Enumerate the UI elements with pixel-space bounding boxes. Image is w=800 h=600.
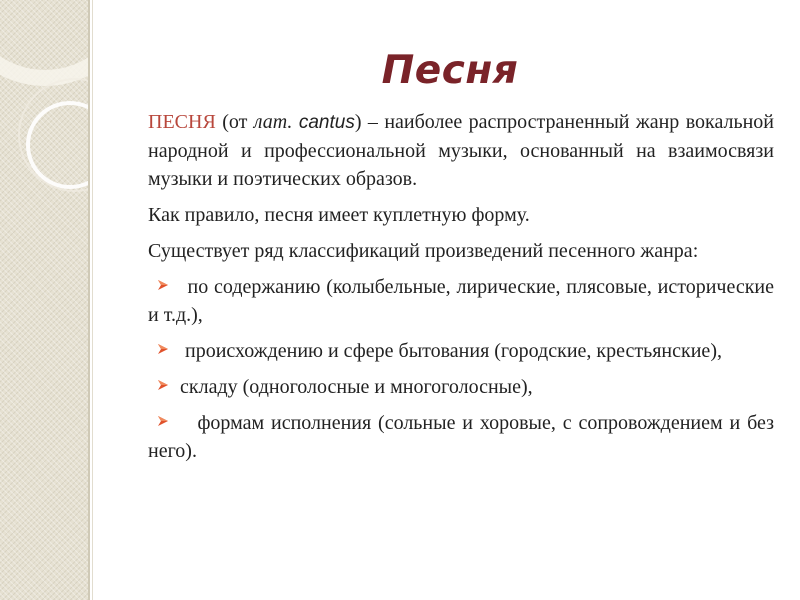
list-item — [148, 373, 774, 401]
list-item — [148, 409, 774, 465]
list-item-text: происхождению и сфере бытования (городские, крестьянские), — [185, 340, 722, 362]
term-pesnya: ПЕСНЯ — [148, 111, 216, 133]
decorative-strip — [0, 0, 88, 600]
arrow-bullet-icon — [156, 414, 170, 428]
list-item — [148, 337, 774, 365]
slide-title: Песня — [381, 48, 519, 93]
decorative-circles — [0, 0, 88, 600]
form-paragraph: Как правило, песня имеет куплетную форму. — [148, 204, 530, 226]
latin-word: cantus — [298, 112, 355, 133]
classification-paragraph: Существует ряд классификаций произведений песенного жанра: — [148, 240, 699, 262]
strip-divider-light — [92, 0, 93, 600]
arrow-bullet-icon — [156, 278, 170, 292]
list-item-text: формам исполнения (сольные и хоровые, с сопровождением и без него). — [148, 412, 775, 462]
arrow-bullet-icon — [156, 342, 170, 356]
intro-open: (от — [215, 111, 254, 133]
intro-paragraph — [148, 108, 774, 193]
list-item-text: складу (одноголосные и многоголосные), — [180, 376, 533, 398]
slide-content — [148, 108, 774, 473]
intro-rest: ) – наиболее распространенный жанр вокальной народной и профессиональной музыки, основанный на взаимосвязи музыки и поэтических образов. — [148, 111, 774, 190]
list-item-text: по содержанию (колыбельные, лирические, плясовые, исторические и т.д.), — [148, 276, 775, 326]
strip-divider — [88, 0, 90, 600]
list-item — [148, 273, 774, 329]
arrow-bullet-icon — [156, 378, 170, 392]
lat-abbreviation: лат. — [253, 111, 293, 133]
